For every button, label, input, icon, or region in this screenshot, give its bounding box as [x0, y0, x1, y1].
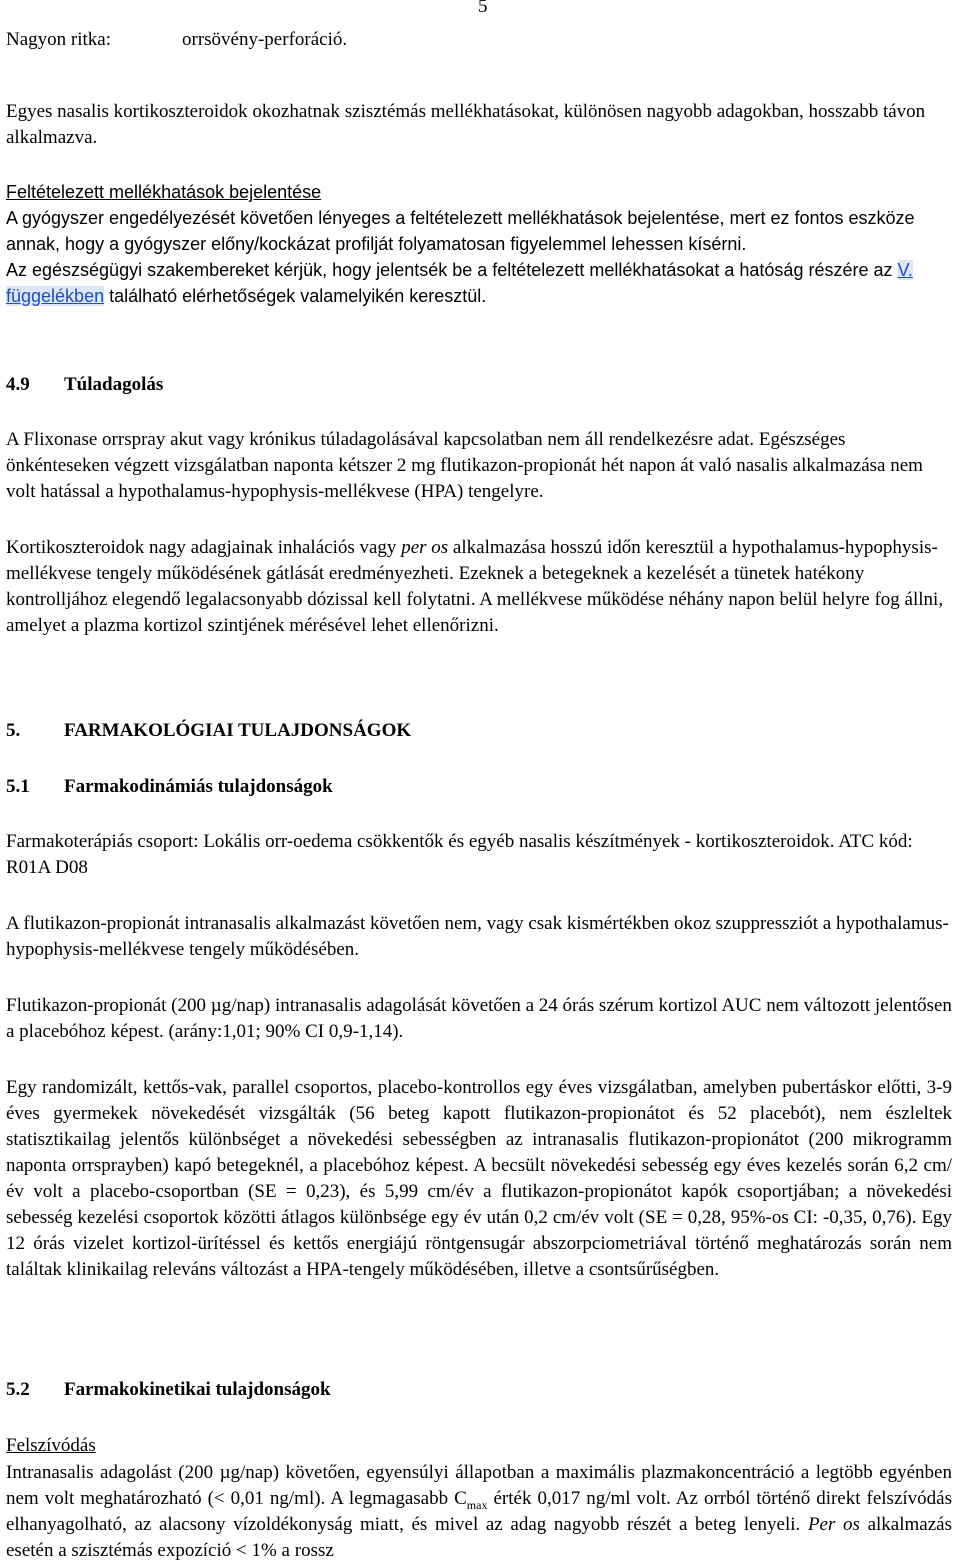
frequency-value: orrsövény-perforáció. — [182, 29, 348, 50]
per-os-italic: per os — [401, 537, 449, 558]
reporting-contact-text: Az egészségügyi szakembereket kérjük, hogy jelentsék be a feltételezett mellékhatásokat a hatóság részére az — [6, 260, 898, 280]
reporting-section — [6, 179, 948, 309]
cmax-subscript: max — [466, 1497, 488, 1512]
section-number: 5.1 — [6, 776, 30, 797]
section-5-2-heading — [6, 1377, 952, 1403]
section-4-9-heading — [6, 372, 952, 398]
section-title: Túladagolás — [64, 374, 164, 395]
section-number: 5.2 — [6, 1379, 30, 1400]
reporting-title: Feltételezett mellékhatások bejelentése — [6, 182, 322, 202]
section-5-1-heading — [6, 774, 952, 800]
frequency-label: Nagyon ritka: — [6, 29, 112, 50]
section-number: 5. — [6, 720, 21, 741]
section-5-heading — [6, 718, 952, 744]
absorption-paragraph — [6, 1460, 952, 1564]
pd-paragraph-2: A flutikazon-propionát intranasalis alkalmazást követően nem, vagy csak kismértékben okoz szuppressziót a hypothalamus-hypophysis-mellékvese tengely működésében. — [6, 913, 949, 960]
page-number: 5 — [478, 0, 488, 17]
absorption-text-3: alkalmazás esetén a szisztémás expozíció < 1% a rossz — [6, 1514, 952, 1561]
section-number: 4.9 — [6, 374, 30, 395]
reporting-contact-paragraph — [6, 257, 948, 309]
overdose-paragraph-2 — [6, 535, 952, 639]
absorption-text: Intranasalis adagolást (200 µg/nap) követően, egyensúlyi állapotban a maximális plazmakoncentráció a legtöbb egyénben nem volt meghatározható (< 0,01 ng/ml). A legmagasabb C — [6, 1462, 952, 1509]
pd-paragraph-4: Egy randomizált, kettős-vak, parallel csoportos, placebo-kontrollos egy éves vizsgálatban, amelyben pubertáskor előtti, 3-9 éves gyermekek növekedését vizsgálták (56 beteg kapott flutikazon-propionátot és 52 placebót), nem észleltek statisztikailag jelentős különbséget a növekedési sebességben az intranasalis flutikazon-propionátot (200 mikrogramm naponta orrsprayben) kapó betegeknél, a placebóhoz képest. A becsült növekedési sebesség egy éves kezelés során 6,2 cm/év volt a placebo-csoportban (SE = 0,23), és 5,99 cm/év a flutikazon-propionátot kapók csoportjában; a növekedési sebesség kezelési csoportok közötti átlagos különbsége egy év után 0,2 cm/év volt (SE = 0,28, 95%-os CI: -0,35, 0,76). Egy 12 órás vizelet kortizol-ürítéssel és kettős energiájú röntgensugár abszorpciometriával történő meghatározás során nem találtak klinikailag releváns változást a HPA-tengely működésében, illetve a csontsűrűségben. — [6, 1077, 952, 1280]
systemic-effects-paragraph: Egyes nasalis kortikoszteroidok okozhatnak szisztémás mellékhatásokat, különösen nagyobb adagokban, hosszabb távon alkalmazva. — [6, 101, 926, 148]
section-title: FARMAKOLÓGIAI TULAJDONSÁGOK — [64, 720, 412, 741]
reporting-paragraph: A gyógyszer engedélyezését követően lényeges a feltételezett mellékhatások bejelentése, mert ez fontos eszköze annak, hogy a gyógyszer előny/kockázat profilját folyamatosan figyelemmel lehessen kísérni. — [6, 208, 915, 254]
pharmacotherapeutic-group: Farmakoterápiás csoport: Lokális orr-oedema csökkentők és egyéb nasalis készítmények - kortikoszteroidok. ATC kód: R01A D08 — [6, 831, 913, 878]
per-os-italic: Per os — [807, 1514, 860, 1535]
overdose-text: Kortikoszteroidok nagy adagjainak inhalációs vagy — [6, 537, 402, 558]
section-title: Farmakodinámiás tulajdonságok — [64, 776, 333, 797]
absorption-subheading: Felszívódás — [6, 1435, 96, 1456]
absorption-text-2: érték 0,017 ng/ml volt. Az orrból történő direkt felszívódás elhanyagolható, az alacsony vízoldékonyság miatt, és mivel az adag nagyobb részét a beteg lenyeli. — [6, 1488, 952, 1535]
section-title: Farmakokinetikai tulajdonságok — [64, 1379, 331, 1400]
rare-effects-row — [6, 27, 952, 53]
appendix-v-link[interactable]: V. függelékben — [6, 260, 913, 306]
reporting-contact-text-end: található elérhetőségek valamelyikén keresztül. — [104, 286, 487, 306]
overdose-paragraph-1: A Flixonase orrspray akut vagy krónikus túladagolásával kapcsolatban nem áll rendelkezésre adat. Egészséges önkénteseken végzett vizsgálatban naponta kétszer 2 mg flutikazon-propionát hét napon át való nasalis alkalmazása nem volt hatással a hypothalamus-hypophysis-mellékvese (HPA) tengelyre. — [6, 429, 923, 502]
pd-paragraph-3: Flutikazon-propionát (200 µg/nap) intranasalis adagolását követően a 24 órás szérum kortizol AUC nem változott jelentősen a placebóhoz képest. (arány:1,01; 90% CI 0,9-1,14). — [6, 995, 952, 1042]
overdose-text-end: alkalmazása hosszú időn keresztül a hypothalamus-hypophysis-mellékvese tengely működésének gátlását eredményezheti. Ezeknek a betegeknek a kezelését a tünetek hatékony kontrolljához elegendő legalacsonyabb dózissal kell folytatni. A mellékvese működése néhány napon belül helyre fog állni, amelyet a plazma kortizol szintjének mérésével lehet ellenőrizni. — [6, 537, 944, 636]
